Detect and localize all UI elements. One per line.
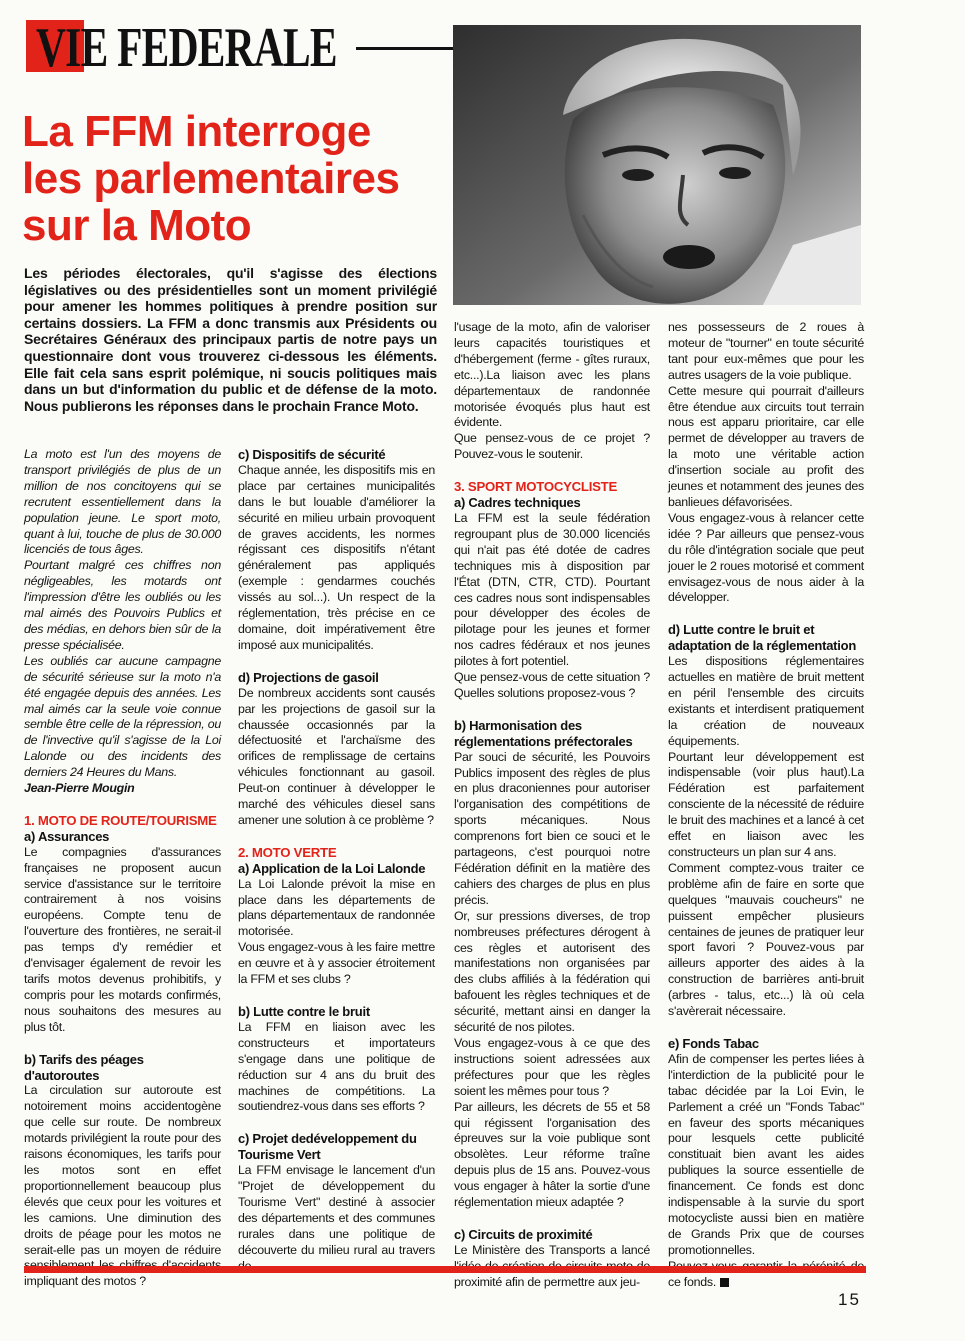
body-paragraph: Vous engagez-vous à ce que des instructions soient adressées aux préfectures pour que les règles soient les mêmes pour tous ?: [454, 1035, 650, 1098]
body-paragraph: La FFM envisage le lancement d'un "Projet de développement du Tourisme Vert" destiné à associer des départements et des communes rurales dans une politique de découverte du milieu rural au travers: [238, 1163, 435, 1257]
body-paragraph: l'usage de la moto, afin de valoriser leurs capacités touristiques et d'hébergement (ferme - gîtes ruraux, etc...).La liaison avec les plans départementaux de randonnée motorisée évoqués plus haut est évidente.: [454, 320, 650, 430]
subheading-harmonisation: b) Harmonisation des réglementations préfectorales: [454, 717, 633, 749]
article-column-1: [24, 447, 221, 1290]
section-title-rule: [356, 47, 453, 50]
portrait-photo: [453, 25, 861, 305]
section-heading-sport-motocycliste: 3. SPORT MOTOCYCLISTE: [454, 479, 618, 495]
subheading-tourisme-vert: c) Projet dedéveloppement du Tourisme Vert: [238, 1131, 417, 1163]
body-paragraph: Par ailleurs, les décrets de 55 et 58 qui régissent l'organisation des épreuves sur la voie publique sont obsolètes. Leur réforme traîne depuis plus de 15 ans. Pouvez-vous vous engager à hâter la sortie d'une réglementation mieux adaptée ?: [454, 1099, 650, 1210]
headline-line: La FFM interroge: [22, 107, 371, 156]
body-paragraph: La FFM est la seule fédération regroupant plus de 30.000 licenciés qui n'ait pas été dotée de cadres techniques mis à disposition par l'État (DTN, CTR, CTD). Pourtant ces cadres nous sont indispensables pour développer des écoles de pilotage pour les jeunes et former nos cadres fédéraux et nos jeunes pilotes à fort potentiel.: [454, 510, 650, 669]
body-paragraph: Le compagnies d'assurances françaises ne proposent aucun service d'assistance sur le territoire contrairement à nos voisins européens. Compte tenu de l'ouverture des frontières, ne serait-il pas temps d'y remédier et d'envisager également de revoir les tarifs motos devenus prohibitifs, y compris pour les motards confirmés, nous souhaitons des mesures au plus tôt.: [24, 844, 221, 1034]
body-paragraph: Cette mesure qui pourrait d'ailleurs être étendue aux circuits tout terrain nous est apparu prioritaire, car elle permet de développer au travers de la moto une véritable action d'insertion sociale au profit des jeunes et notamment des jeunes des banlieues défavorisées.: [668, 383, 864, 509]
body-paragraph: Comment comptez-vous traiter ce problème afin de faire en sorte que quelques "mauvais coucheurs" ne puissent empêcher plusieurs centaines de jeunes de pratiquer leur sport favori ? Pouvez-vous par ailleurs apporter des aides à la construction de barrières anti-bruit (arbres - talus, etc...) là où cela s'avèrerait nécessaire.: [668, 860, 864, 1019]
subheading-peages: b) Tarifs des péages d'autoroutes: [24, 1051, 144, 1083]
section-heading-moto-verte: 2. MOTO VERTE: [238, 844, 337, 860]
headline-line: sur la Moto: [22, 201, 252, 250]
article-headline: [22, 108, 452, 249]
article-column-3: [454, 320, 650, 1291]
subheading-loi-lalonde: a) Application de la Loi Lalonde: [238, 860, 426, 876]
closing-text: ce fonds.: [668, 1274, 717, 1289]
editorial-paragraph: Pourtant malgré ces chiffres non négligeables, les motards ont l'impression d'être les oubliés ou les mal aimés des Pouvoirs Publics et des médias, en dehors bien sûr de la presse spécialisée.: [24, 558, 221, 652]
article-intro: Les périodes électorales, qu'il s'agisse des élections législatives ou des présidentielles sont un moment privilégié pour amener les hommes politiques à prendre position sur certains dossiers. La FFM a donc transmis aux Présidents ou Secrétaires Généraux des principaux partis de notre pays un questionnaire dont vous trouverez ci-dessous les éléments. Elle fait cela sans esprit polémique, ni soucis politiques mais dans un but d'information du public et de défense de la moto. Nous publierons les réponses dans le prochain France Moto.: [24, 265, 437, 414]
subheading-dispositifs-securite: c) Dispositifs de sécurité: [238, 447, 386, 462]
body-paragraph: De nombreux accidents sont causés par les projections de gasoil sur la chaussée occasionnés par la défectuosité et l'archaïsme des orifices de remplissage de certains véhicules fonctionnant au gasoil. Peut-on continuer à développer le marché des véhicules diesel sans amener une solution à ce problème ?: [238, 685, 435, 827]
subheading-fonds-tabac: e) Fonds Tabac: [668, 1035, 759, 1051]
article-column-4: [668, 320, 864, 1290]
page-number: 15: [838, 1290, 861, 1309]
author-signature: Jean-Pierre Mougin: [24, 781, 135, 796]
body-paragraph: La FFM en liaison avec les constructeurs et importateurs s'engage dans une politique de réduction sur 4 ans du bruit des machines de compétitions. La soutiendrez-vous dans ses efforts ?: [238, 1019, 435, 1114]
body-paragraph: Afin de compenser les pertes liées à l'interdiction de la publicité pour le tabac décidée par la Loi Evin, le Parlement a créé un "Fonds Tabac" en faveur des sports mécaniques pour lesquels cette publicité constituait bien avant les aides publiques la source essentielle de financement. Ce fonds est donc indispensable à la survie du sport motocycliste aussi bien en matière de Grands Prix que de courses promotionnelles.: [668, 1051, 864, 1257]
body-paragraph: Pourtant leur développement est indispensable (voir plus haut).La Fédération est parfaitement consciente de la nécessité de réduire le bruit des machines et a lancé à cet effet en liaison avec les constructeurs un plan sur 4 ans.: [668, 749, 864, 859]
body-paragraph: Vous engagez-vous à les faire mettre en œuvre et à y associer étroitement la FFM et ses clubs ?: [238, 940, 435, 987]
body-paragraph: Le Ministère des Transports a lancé proximité afin de permettre aux jeu-: [454, 1242, 650, 1289]
body-paragraph: Par souci de sécurité, les Pouvoirs Publics imposent des règles de plus en plus draconiennes pour autoriser l'organisation des compétitions de sports mécaniques. Nous comprenons fort bien ce souci et le partageons, c'est pourquoi notre Fédération définit en la matière des cahiers des charges de plus en plus précis.: [454, 749, 650, 907]
subheading-projections-gasoil: d) Projections de gasoil: [238, 669, 379, 685]
body-paragraph: La Loi Lalonde prévoit la mise en place dans les départements de plans départementaux de randonnée motorisée.: [238, 876, 435, 939]
body-paragraph: Que pensez-vous de cette situation ? Quelles solutions proposez-vous ?: [454, 670, 650, 700]
bottom-red-rule: [24, 1266, 866, 1273]
headline-line: les parlementaires: [22, 154, 400, 203]
subheading-lutte-bruit: b) Lutte contre le bruit: [238, 1004, 370, 1019]
body-paragraph: Chaque année, les dispositifs mis en place par certaines municipalités dans le but louable d'améliorer la sécurité en milieu urbain provoquent de graves accidents, les normes régissant ces dispositifs n'étant généralement pas appliqués (exemple : gendarmes couchés vissés au sol...). Un respect de la réglementation, très précise en ce domaine, doit impérativement être imposé aux municipalités.: [238, 462, 435, 652]
body-paragraph: Or, sur pressions diverses, de trop nombreuses préfectures dérogent à ces règles et autorisent des manifestations non organisées par des clubs affiliés à la fédération qui bafouent les règles techniques et de sécurité, mettant ainsi en danger la sécurité de nos pilotes.: [454, 908, 650, 1035]
article-column-2: [238, 447, 435, 1275]
subheading-assurances: a) Assurances: [24, 828, 110, 844]
body-paragraph: nes possesseurs de 2 roues à moteur de "tourner" en toute sécurité tant pour eux-mêmes que pour les autres usagers de la voie publique.: [668, 320, 864, 382]
subheading-bruit-reglementation: d) Lutte contre le bruit et adaptation de la réglementation: [668, 622, 857, 654]
editorial-paragraph: La moto est l'un des moyens de transport privilégiés de plus de un million de nos concitoyens qui se recrutent essentiellement dans la population jeune. Le sport moto, quant à lui, touche de plus de 30.000 licenciés de tous âges.: [24, 447, 221, 557]
body-paragraph: Que pensez-vous de ce projet ? Pouvez-vous le soutenir.: [454, 431, 650, 462]
end-of-article-mark: [720, 1278, 729, 1287]
editorial-paragraph: Les oubliés car aucune campagne de sécurité sérieuse sur la moto n'a été engagée depuis des années. Les mal aimés car la seule voie connue semble être celle de la répression, ou de l'invective qu'il s'agisse de la Loi Lalonde ou des incidents des derniers 24 Heures du Mans.: [24, 653, 221, 780]
body-paragraph: Vous engagez-vous à relancer cette idée ? Par ailleurs que pensez-vous du rôle d'intégration sociale que peut jouer le 2 roues motorisé et comment envisagez-vous de nous aider à la développer.: [668, 510, 864, 605]
section-heading-route-tourisme: 1. MOTO DE ROUTE/TOURISME: [24, 812, 217, 828]
subheading-circuits-proximite: c) Circuits de proximité: [454, 1226, 593, 1242]
section-title: VIE FEDERALE: [36, 17, 337, 79]
closing-paragraph: [668, 1259, 864, 1291]
body-paragraph: Les dispositions réglementaires actuelles en matière de bruit mettent en péril l'ensemble des circuits existants et interdisent pratiquement la création de nouveaux équipements.: [668, 654, 864, 748]
subheading-cadres-techniques: a) Cadres techniques: [454, 495, 581, 511]
body-paragraph: La circulation sur autoroute est notoirement moins accidentogène que celle sur route. De nombreux motards privilégient la route pour des raisons économiques, les tarifs pour les motos sont en effet proportionnellement beaucoup plus élevés que ceux pour les voitures et les camions. Une diminution des droits de péage pour les motos ne serait-elle pas un moyen de réduire impliquant des motos ?: [24, 1083, 221, 1289]
